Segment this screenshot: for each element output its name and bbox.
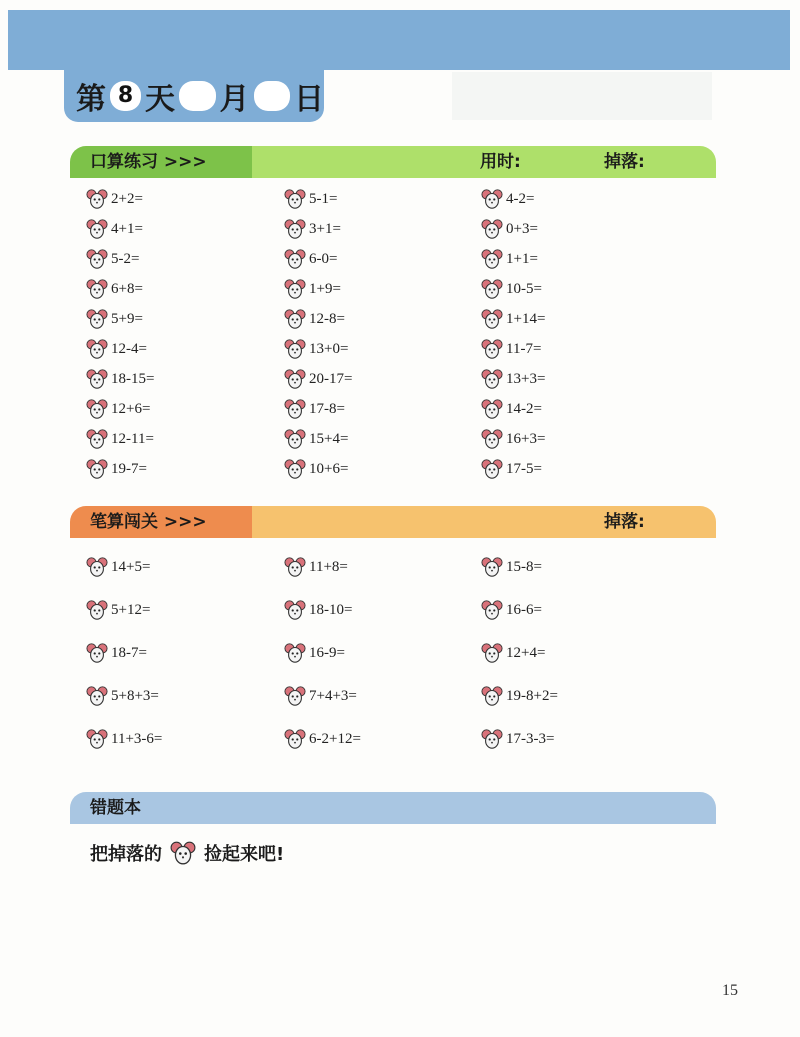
problem-text: 16-6= (506, 601, 542, 618)
problem-text: 12+6= (111, 400, 151, 417)
mouse-icon (481, 728, 503, 750)
problem-text: 4+1= (111, 220, 143, 237)
problem-text: 6+8= (111, 280, 143, 297)
mouse-icon (284, 642, 306, 664)
mouse-icon (284, 188, 306, 210)
mouse-icon (481, 428, 503, 450)
mouse-icon (284, 368, 306, 390)
problem-item (86, 308, 143, 330)
problem-text: 12-4= (111, 340, 147, 357)
day-prefix: 第 (76, 82, 106, 117)
problem-item (284, 308, 345, 330)
mistake-book-header (70, 792, 716, 824)
mouse-icon (481, 218, 503, 240)
problem-item (86, 338, 147, 360)
mouse-icon (86, 428, 108, 450)
problem-item (481, 556, 542, 578)
problem-item (481, 278, 542, 300)
mouse-icon (284, 308, 306, 330)
problem-text: 11-7= (506, 340, 542, 357)
mouse-icon (284, 338, 306, 360)
problem-item (86, 248, 139, 270)
problem-text: 0+3= (506, 220, 538, 237)
mouse-icon (86, 278, 108, 300)
problem-item (284, 556, 348, 578)
mouse-icon (86, 188, 108, 210)
problem-text: 14-2= (506, 400, 542, 417)
problem-item (86, 218, 143, 240)
problem-text: 4-2= (506, 190, 535, 207)
mouse-icon (481, 308, 503, 330)
problem-item (86, 398, 150, 420)
top-banner (8, 10, 790, 70)
mouse-icon (86, 599, 108, 621)
problem-item (86, 428, 154, 450)
mouse-icon (86, 642, 108, 664)
problem-item (284, 599, 352, 621)
day-header (64, 70, 324, 122)
problem-item (481, 728, 554, 750)
problem-text: 6-0= (309, 250, 338, 267)
problem-text: 1+14= (506, 310, 546, 327)
problem-text: 17-3-3= (506, 730, 555, 747)
mouse-icon (481, 458, 503, 480)
problem-text: 10+6= (309, 460, 349, 477)
problem-text: 7+4+3= (309, 687, 357, 704)
mouse-icon (86, 556, 108, 578)
problem-text: 11+3-6= (111, 730, 163, 747)
problem-item (284, 218, 341, 240)
problem-item (481, 218, 538, 240)
problem-text: 5-2= (111, 250, 140, 267)
problem-text: 1+9= (309, 280, 341, 297)
mouse-icon (86, 248, 108, 270)
problem-item (481, 398, 542, 420)
problem-text: 6-2+12= (309, 730, 361, 747)
problem-text: 19-7= (111, 460, 147, 477)
problem-item (481, 599, 542, 621)
problem-text: 15+4= (309, 430, 349, 447)
problem-text: 13+3= (506, 370, 546, 387)
problem-item (284, 278, 341, 300)
problem-text: 16+3= (506, 430, 546, 447)
mouse-icon (284, 428, 306, 450)
mistake-note (90, 840, 284, 866)
mouse-icon (481, 398, 503, 420)
mistake-header-rest (252, 792, 716, 824)
problem-item (86, 278, 143, 300)
written-header-rest (252, 506, 716, 538)
problem-text: 12+4= (506, 644, 546, 661)
mouse-icon (86, 368, 108, 390)
problem-text: 17-5= (506, 460, 542, 477)
mistake-title: 错题本 (90, 798, 141, 818)
page-number: 15 (722, 982, 738, 999)
written-practice-header (70, 506, 716, 538)
mouse-icon (481, 642, 503, 664)
mouse-icon (86, 308, 108, 330)
problem-text: 16-9= (309, 644, 345, 661)
problem-item (86, 368, 154, 390)
problem-item (284, 248, 337, 270)
problem-text: 5+12= (111, 601, 151, 618)
problem-text: 11+8= (309, 558, 348, 575)
problem-text: 3+1= (309, 220, 341, 237)
oral-time-label: 用时: (480, 152, 521, 172)
problem-item (284, 428, 348, 450)
mouse-icon (284, 728, 306, 750)
mouse-icon (284, 599, 306, 621)
problem-item (481, 248, 538, 270)
problem-item (86, 599, 150, 621)
problem-item (284, 685, 357, 707)
problem-text: 20-17= (309, 370, 353, 387)
mouse-icon (481, 556, 503, 578)
mouse-icon (86, 218, 108, 240)
mouse-icon (284, 556, 306, 578)
mouse-icon (86, 458, 108, 480)
mouse-icon (481, 368, 503, 390)
problem-item (481, 368, 545, 390)
mouse-icon (284, 248, 306, 270)
mouse-icon (86, 685, 108, 707)
oral-title: 口算练习 >>> (90, 152, 207, 172)
problem-item (86, 458, 147, 480)
day-suffix: 天 (145, 82, 176, 117)
mouse-icon (481, 338, 503, 360)
bleed-through-ghost (452, 72, 712, 120)
mouse-icon (481, 278, 503, 300)
problem-item (481, 458, 542, 480)
problem-item (481, 685, 558, 707)
problem-text: 17-8= (309, 400, 345, 417)
problem-text: 5+9= (111, 310, 143, 327)
problem-text: 5+8+3= (111, 687, 159, 704)
problem-item (86, 685, 159, 707)
problem-text: 12-8= (309, 310, 345, 327)
problem-text: 1+1= (506, 250, 538, 267)
mouse-icon (170, 840, 196, 866)
problem-item (481, 188, 534, 210)
mouse-icon (86, 338, 108, 360)
mouse-icon (481, 248, 503, 270)
problem-item (284, 188, 337, 210)
problem-text: 13+0= (309, 340, 349, 357)
problem-item (284, 642, 345, 664)
problem-text: 18-7= (111, 644, 147, 661)
problem-text: 2+2= (111, 190, 143, 207)
problem-item (481, 428, 545, 450)
problem-text: 10-5= (506, 280, 542, 297)
written-title: 笔算闯关 >>> (90, 512, 207, 532)
mouse-icon (284, 398, 306, 420)
month-label: 月 (219, 82, 250, 117)
problem-item (86, 556, 150, 578)
problem-text: 19-8+2= (506, 687, 558, 704)
problem-item (284, 458, 348, 480)
note-text-after: 捡起来吧! (204, 844, 285, 865)
day-number: 8 (110, 81, 141, 111)
mouse-icon (284, 278, 306, 300)
problem-item (284, 728, 361, 750)
mouse-icon (284, 685, 306, 707)
mouse-icon (86, 398, 108, 420)
problem-text: 5-1= (309, 190, 338, 207)
mouse-icon (284, 218, 306, 240)
mouse-icon (481, 685, 503, 707)
problem-item (481, 338, 541, 360)
problem-item (481, 308, 545, 330)
problem-item (284, 368, 352, 390)
problem-item (284, 398, 345, 420)
problem-item (86, 188, 143, 210)
mouse-icon (481, 599, 503, 621)
problem-item (284, 338, 348, 360)
note-text-before: 把掉落的 (90, 844, 162, 865)
problem-item (86, 642, 147, 664)
mouse-icon (284, 458, 306, 480)
problem-text: 12-11= (111, 430, 154, 447)
date-label: 日 (293, 82, 324, 117)
problem-item (481, 642, 545, 664)
problem-text: 18-15= (111, 370, 155, 387)
problem-text: 14+5= (111, 558, 151, 575)
oral-drop-label: 掉落: (604, 152, 645, 172)
month-blank[interactable] (179, 81, 215, 111)
written-drop-label: 掉落: (604, 512, 645, 532)
mouse-icon (86, 728, 108, 750)
oral-practice-header (70, 146, 716, 178)
problem-text: 18-10= (309, 601, 353, 618)
date-blank[interactable] (254, 81, 290, 111)
problem-item (86, 728, 162, 750)
mouse-icon (481, 188, 503, 210)
problem-text: 15-8= (506, 558, 542, 575)
